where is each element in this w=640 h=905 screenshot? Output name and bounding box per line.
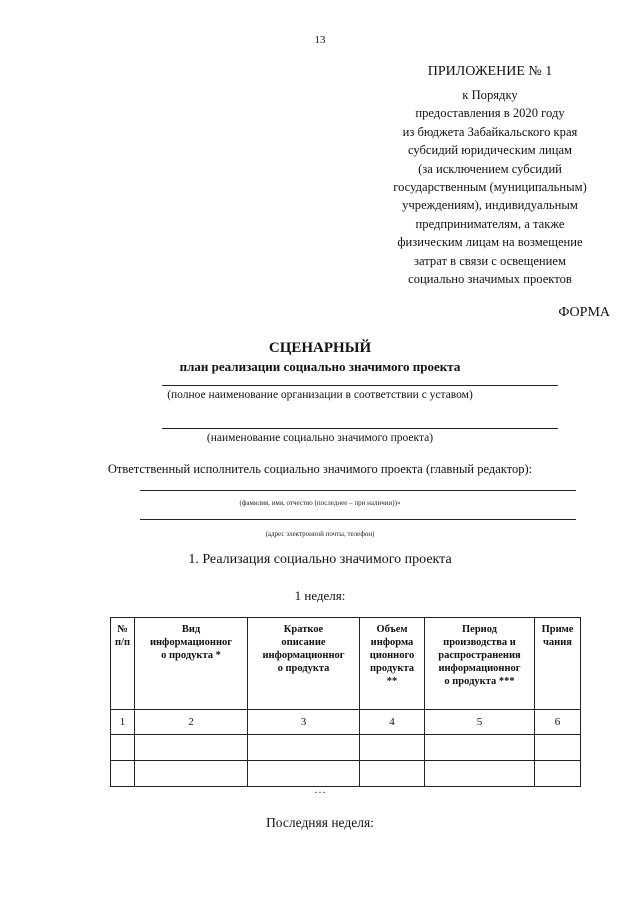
table-cell[interactable] [535, 735, 581, 761]
header-cell-number: № п/п [111, 618, 135, 710]
appendix-line: учреждениям), индивидуальным [402, 198, 578, 213]
ellipsis: … [314, 782, 326, 796]
table-cell: 2 [135, 710, 248, 735]
fio-line[interactable] [140, 490, 576, 491]
document-title: СЦЕНАРНЫЙ [268, 340, 372, 356]
project-name-caption: (наименование социально значимого проекта) [206, 432, 434, 444]
table-cell[interactable] [248, 735, 360, 761]
last-week-heading: Последняя неделя: [266, 815, 374, 830]
table-cell[interactable] [135, 735, 248, 761]
plan-table [110, 617, 581, 787]
contacts-caption: (адрес электронной почты, телефон) [265, 530, 375, 538]
org-name-line[interactable] [162, 385, 558, 386]
appendix-title: ПРИЛОЖЕНИЕ № 1 [427, 64, 553, 79]
form-label: ФОРМА [558, 305, 610, 320]
week-heading: 1 неделя: [294, 588, 346, 603]
table-cell: 4 [360, 710, 425, 735]
appendix-description [350, 86, 630, 288]
appendix-line: предоставления в 2020 году [415, 106, 565, 121]
org-name-caption: (полное наименование организации в соответствии с уставом) [167, 389, 473, 401]
header-cell-volume: Объем информа ционного продукта ** [360, 618, 425, 710]
appendix-line: предпринимателям, а также [415, 216, 565, 231]
table-number-row [111, 710, 581, 735]
header-cell-period: Период производства и распространения информационног о продукта *** [425, 618, 535, 710]
table-cell: 3 [248, 710, 360, 735]
document-subtitle: план реализации социально значимого проекта [179, 359, 461, 374]
section-heading: 1. Реализация социально значимого проекта [188, 552, 452, 567]
page-number: 13 [314, 34, 326, 46]
header-cell-notes: Приме чания [535, 618, 581, 710]
appendix-line: субсидий юридическим лицам [407, 143, 573, 158]
appendix-line: затрат в связи с освещением [414, 253, 566, 268]
header-cell-product-type: Вид информационног о продукта * [135, 618, 248, 710]
table-cell: 6 [535, 710, 581, 735]
table-cell: 1 [111, 710, 135, 735]
contacts-line[interactable] [140, 519, 576, 520]
appendix-line: к Порядку [462, 88, 518, 102]
responsible-label: Ответственный исполнитель социально значимого проекта (главный редактор): [107, 462, 533, 476]
appendix-line: физическим лицам на возмещение [397, 235, 583, 250]
appendix-line: государственным (муниципальным) [393, 180, 587, 195]
fio-caption: (фамилия, имя, отчество (последнее – при наличии))» [239, 499, 401, 507]
table-cell[interactable] [360, 735, 425, 761]
header-cell-description: Краткое описание информационног о продукта [248, 618, 360, 710]
table-row [111, 735, 581, 761]
table-header-row [111, 618, 581, 710]
table-cell: 5 [425, 710, 535, 735]
project-name-line[interactable] [162, 428, 558, 429]
appendix-line: (за исключением субсидий [418, 161, 562, 176]
appendix-line: социально значимых проектов [408, 272, 572, 287]
table-cell[interactable] [425, 735, 535, 761]
table-cell[interactable] [111, 735, 135, 761]
appendix-line: из бюджета Забайкальского края [402, 124, 578, 139]
